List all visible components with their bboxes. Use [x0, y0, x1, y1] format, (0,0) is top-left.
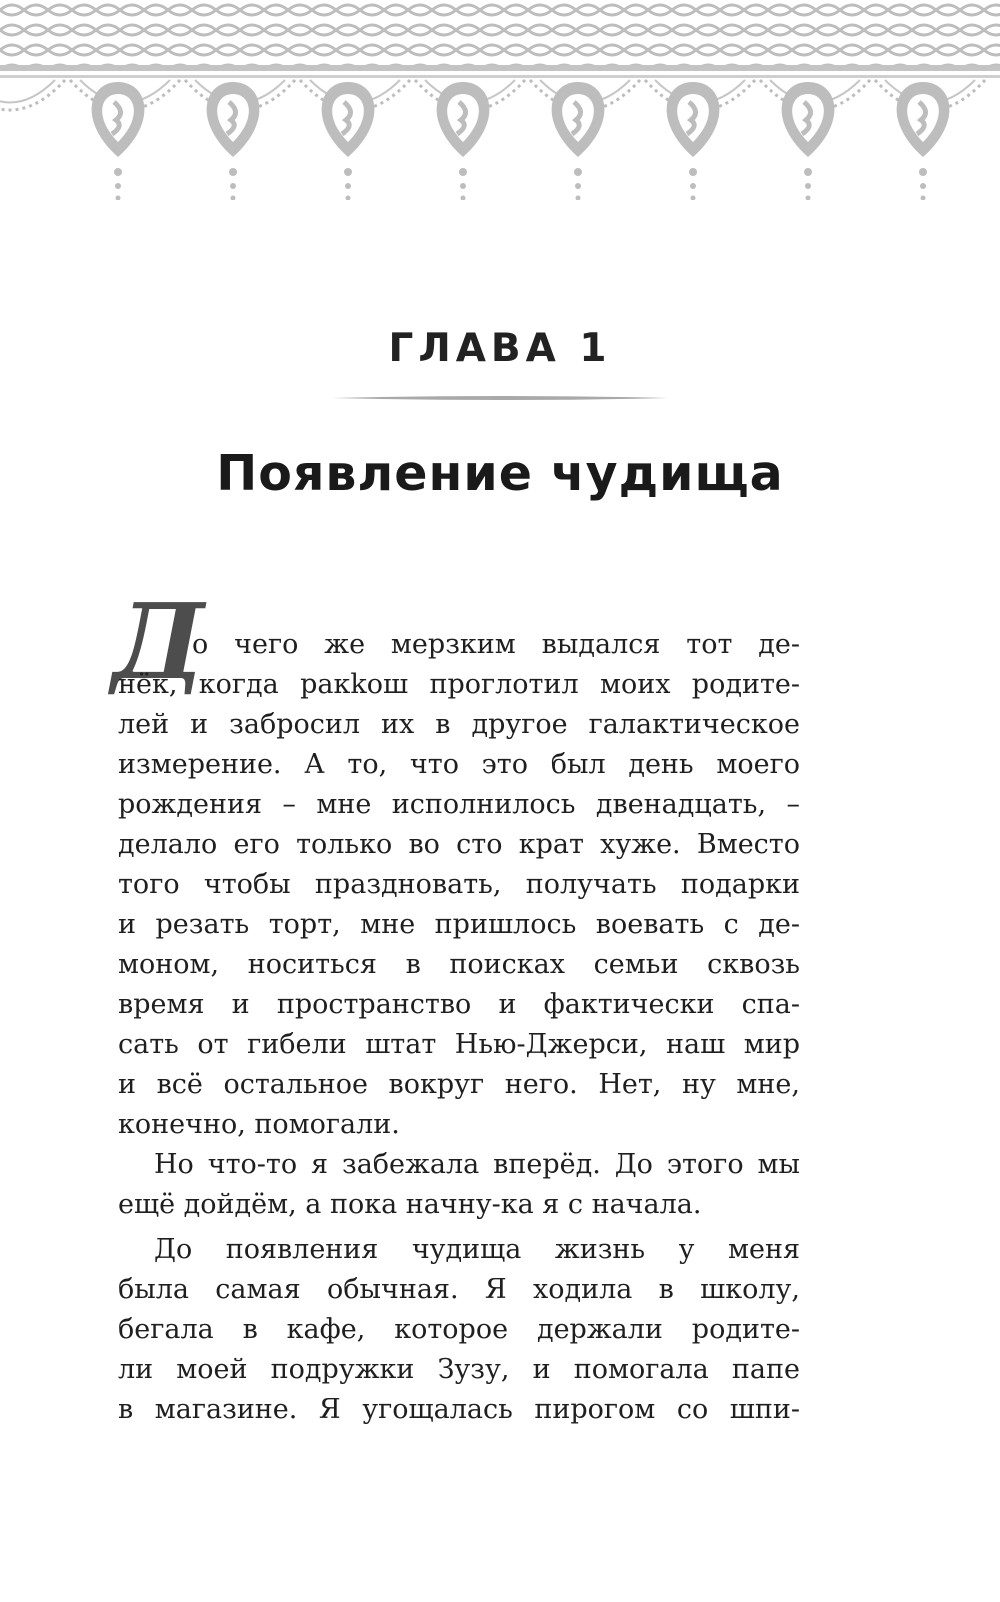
- text-line: и резать торт, мне пришлось воевать с де-: [118, 909, 800, 940]
- text-line: бегала в кафе, которое держали родите-: [118, 1314, 800, 1345]
- text-line: сать от гибели штат Нью-Джерси, наш мир: [118, 1029, 800, 1060]
- text-line: была самая обычная. Я ходила в школу,: [118, 1274, 800, 1305]
- text-line: о чего же мерзким выдался тот де-: [192, 629, 800, 660]
- drop-cap: Д: [112, 580, 205, 703]
- text-line: того чтобы праздновать, получать подарки: [118, 869, 800, 900]
- text-line: измерение. А то, что это был день моего: [118, 749, 800, 780]
- text-line: ещё дойдём, а пока начну-ка я с начала.: [118, 1189, 702, 1220]
- text-line: Но что-то я забежала вперёд. До этого мы: [154, 1149, 800, 1180]
- text-line: лей и забросил их в другое галактическое: [118, 709, 800, 740]
- text-line: рождения – мне исполнилось двенадцать, –: [118, 789, 800, 820]
- text-line: в магазине. Я угощалась пирогом со шпи-: [118, 1394, 800, 1425]
- text-line: моном, носиться в поисках семьи сквозь: [118, 949, 800, 980]
- text-line: и всё остальное вокруг него. Нет, ну мне,: [118, 1069, 800, 1100]
- text-line: нёк, когда ракkош проглотил моих родите-: [118, 669, 800, 700]
- text-line: До появления чудища жизнь у меня: [154, 1234, 800, 1265]
- lace-ornament-border: [0, 0, 1000, 200]
- chapter-title: Появление чудища: [216, 445, 784, 502]
- text-line: ли моей подружки Зузу, и помогала папе: [118, 1354, 800, 1385]
- text-line: конечно, помогали.: [118, 1109, 400, 1140]
- text-line: делало его только во сто крат хуже. Вместо: [118, 829, 800, 860]
- text-line: время и пространство и фактически спа-: [118, 989, 800, 1020]
- chapter-divider: [332, 395, 668, 401]
- chapter-label: ГЛАВА 1: [388, 326, 612, 371]
